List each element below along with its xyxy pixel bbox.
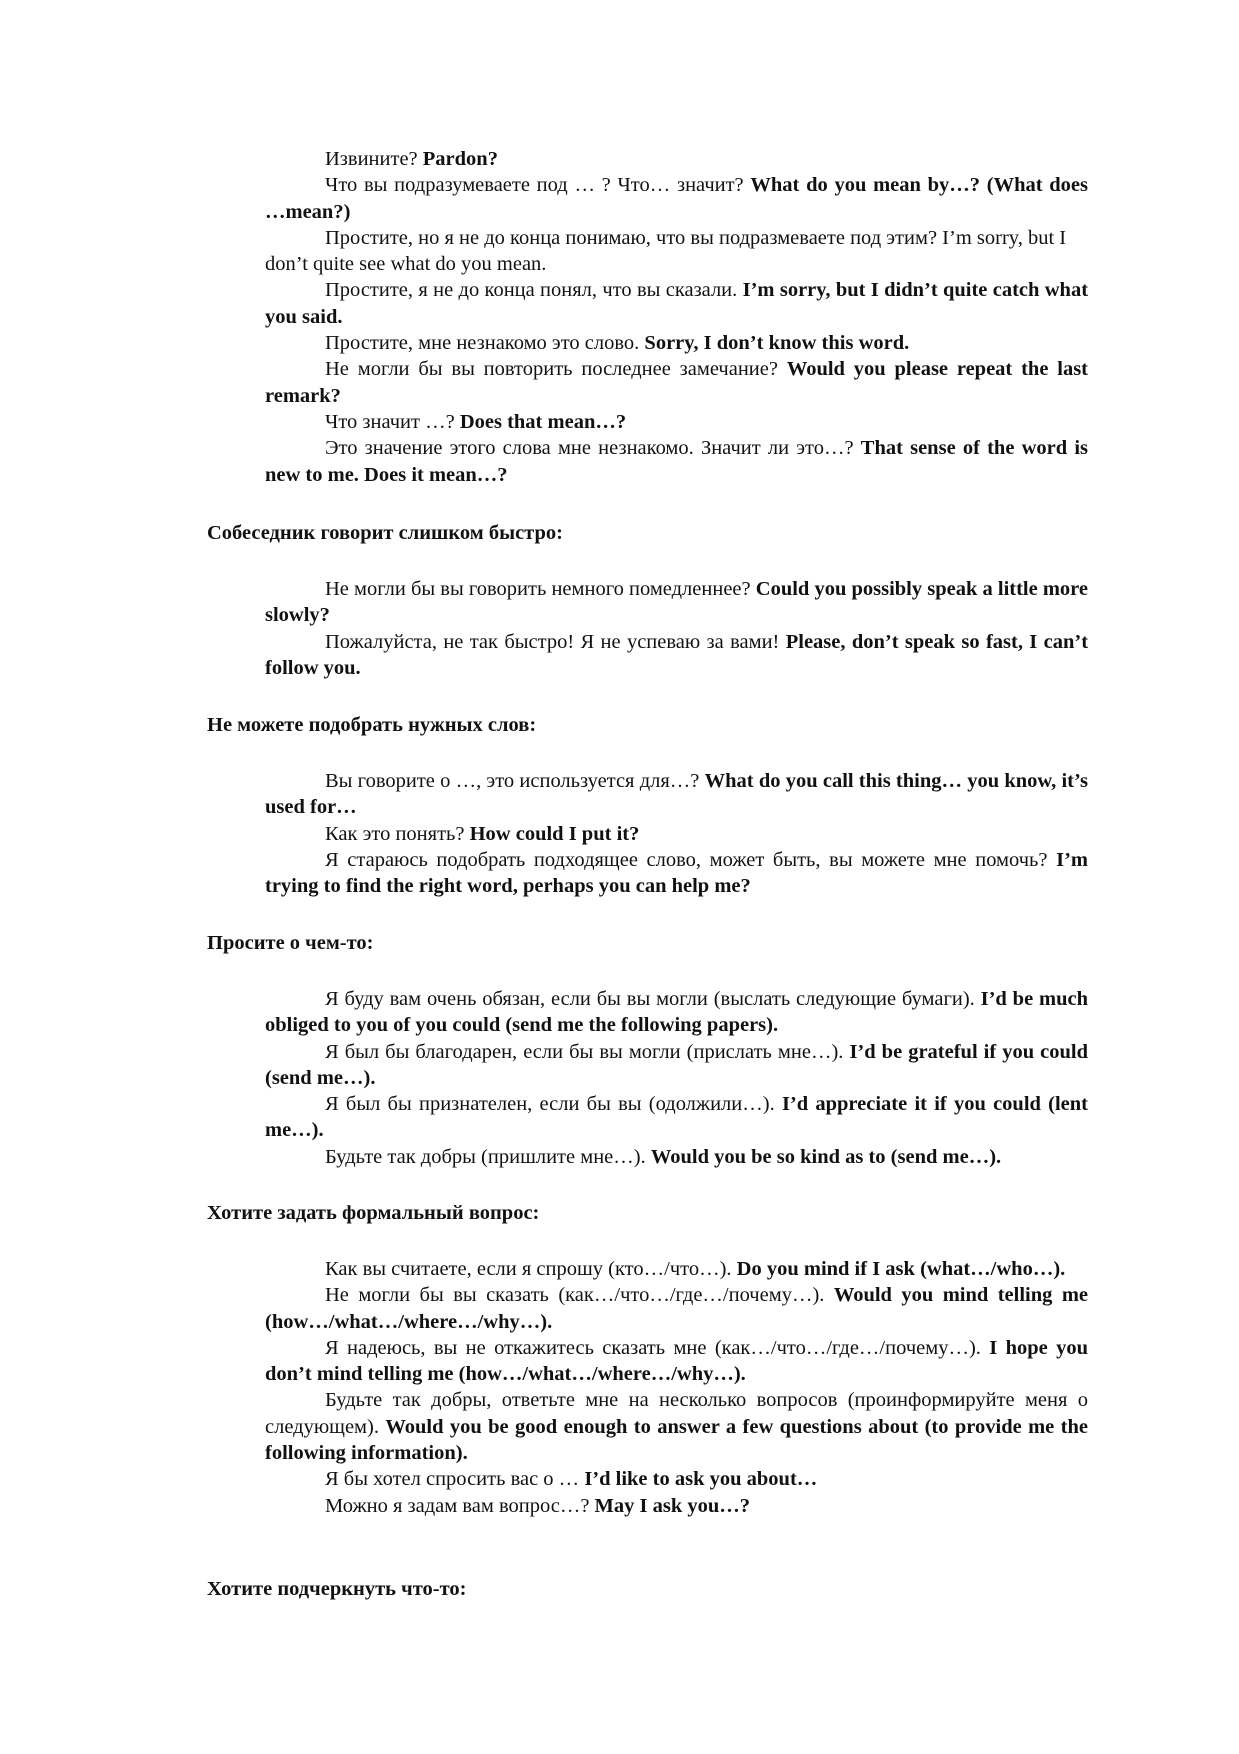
phrase-en: How could I put it? [469,822,640,845]
phrase-ru: Не могли бы вы говорить немного помедленнее? [325,578,751,600]
phrase-item [265,1256,1088,1282]
phrase-ru: Я надеюсь, вы не откажитесь сказать мне (как…/что…/где…/почему…). [325,1336,981,1359]
phrase-en: I hope you don’t mind telling me (how…/what…/where…/why…). [265,1336,1088,1386]
phrase-item [265,1144,1088,1170]
phrase-item [265,576,1088,629]
section-heading: Хотите подчеркнуть что-то: [207,1578,467,1600]
phrase-en: What do you call this thing… you know, it’s used for… [265,770,1089,819]
phrase-ru: Я был бы благодарен, если бы вы могли (прислать мне…). [325,1040,844,1063]
phrase-en: Do you mind if I ask (what…/who…). [736,1258,1066,1280]
phrase-en: I’d be grateful if you could (send me…). [265,1040,1088,1089]
phrase-ru: Простите, мне незнакомо это слово. [325,332,640,355]
phrase-item [265,1387,1088,1466]
phrase-en: Could you possibly speak a little more slowly? [265,578,1089,627]
phrase-ru: Не могли бы вы сказать (как…/что…/где…/почему…). [325,1284,825,1307]
section-heading: Просите о чем-то: [207,932,374,954]
phrase-ru: Я бы хотел спросить вас о … [325,1468,580,1491]
phrase-en: Pardon? [422,148,498,170]
phrase-item [265,435,1088,488]
phrase-ru: Вы говорите о …, это используется для…? [325,770,700,792]
phrase-item [265,1335,1088,1388]
phrase-item [265,1091,1088,1144]
section-phrases [265,576,1088,681]
phrase-ru: Будьте так добры (пришлите мне…). [325,1145,646,1168]
phrase-item [265,821,1088,847]
phrase-item [265,1039,1088,1092]
phrase-item [265,225,1088,278]
phrase-ru: Что вы подразумеваете под … ? Что… значит? [325,174,744,197]
section-heading: Хотите задать формальный вопрос: [207,1202,540,1224]
phrase-en: Sorry, I don’t know this word. [644,332,910,355]
phrase-item [265,986,1088,1039]
phrase-ru: Простите, но я не до конца понимаю, что вы подразмеваете под этим? I’m sorry, but I don’t quite see what do you mean. [265,226,1067,276]
phrase-en: Would you please repeat the last remark? [265,358,1088,407]
section-heading: Не можете подобрать нужных слов: [207,714,537,736]
phrase-ru: Извините? [325,148,418,170]
phrase-item [265,277,1088,330]
phrase-en: I’d like to ask you about… [584,1468,818,1491]
phrase-ru: Будьте так добры, ответьте мне на несколько вопросов (проинформируйте меня о следующем). [265,1389,1088,1438]
phrase-ru: Это значение этого слова мне незнакомо. Значит ли это…? [325,437,854,460]
phrase-en: That sense of the word is new to me. Does it mean…? [265,437,1088,486]
phrase-ru: Как вы считаете, если я спрошу (кто…/что…). [325,1258,732,1280]
phrase-en: I’m trying to find the right word, perhaps you can help me? [265,848,1089,898]
phrase-en: I’m sorry, but I didn’t quite catch what you said. [265,279,1089,328]
phrase-ru: Я был бы признателен, если бы вы (одолжили…). [325,1093,775,1116]
phrase-ru: Как это понять? [325,822,465,845]
phrase-ru: Пожалуйста, не так быстро! Я не успеваю за вами! [325,630,780,653]
section-heading: Собеседник говорит слишком быстро: [207,522,563,544]
phrase-item [265,629,1088,682]
section-phrases [265,768,1088,899]
phrase-item [265,330,1088,356]
phrase-en: Would you be so kind as to (send me…). [650,1145,1002,1168]
phrase-ru: Я буду вам очень обязан, если бы вы могли (выслать следующие бумаги). [325,988,975,1010]
phrase-item [265,146,1088,172]
phrase-en: I’d appreciate it if you could (lent me…). [265,1093,1088,1142]
phrase-ru: Что значит …? [325,410,455,433]
phrase-item [265,409,1088,435]
phrase-ru: Можно я задам вам вопрос…? [325,1494,590,1517]
intro-phrases [265,146,1088,488]
phrase-en: Would you mind telling me (how…/what…/where…/why…). [265,1284,1089,1333]
phrase-item [265,1493,1088,1519]
phrase-en: May I ask you…? [594,1494,751,1517]
section-phrases [265,1256,1088,1519]
phrase-en: What do you mean by…? (What does …mean?) [265,174,1088,223]
phrase-en: Would you be good enough to answer a few questions about (to provide me the following information). [265,1415,1088,1465]
section-phrases [265,986,1088,1170]
phrase-en: I’d be much obliged to you of you could (send me the following papers). [265,988,1088,1037]
phrase-en: Please, don’t speak so fast, I can’t follow you. [265,630,1089,679]
phrase-ru: Я стараюсь подобрать подходящее слово, может быть, вы можете мне помочь? [325,848,1048,871]
phrase-item [265,847,1088,900]
phrase-item [265,172,1088,225]
phrase-item [265,356,1088,409]
phrase-ru: Не могли бы вы повторить последнее замечание? [325,358,778,381]
phrase-ru: Простите, я не до конца понял, что вы сказали. [325,279,738,302]
phrase-item [265,768,1088,821]
phrase-item [265,1282,1088,1335]
phrase-item [265,1466,1088,1492]
phrase-en: Does that mean…? [459,410,627,433]
